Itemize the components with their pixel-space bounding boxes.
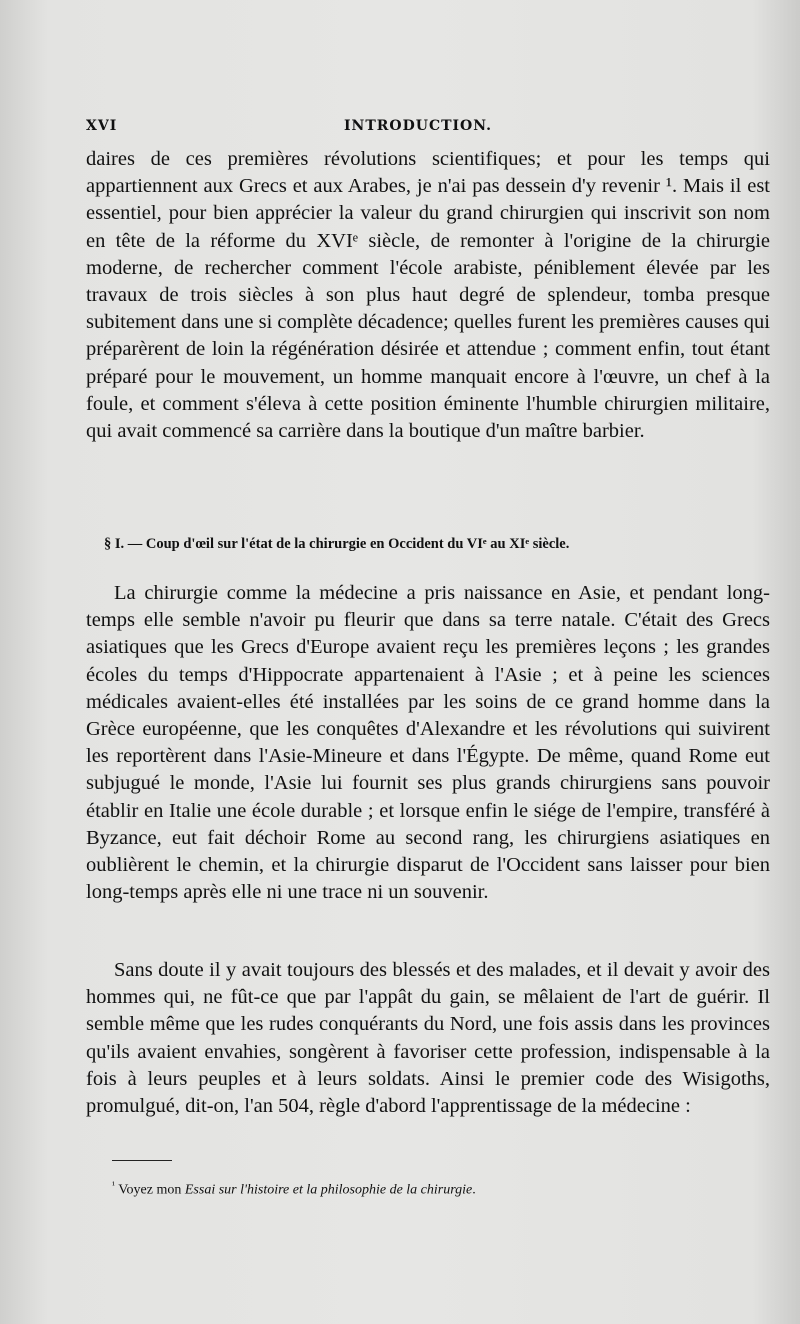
section-heading: § I. — Coup d'œil sur l'état de la chirurgie en Occident du VIᵉ au XIᵉ siècle. — [104, 536, 570, 552]
running-header — [86, 118, 766, 142]
page-number: XVI — [86, 118, 118, 134]
footnote-lead: Voyez mon — [118, 1182, 182, 1198]
running-title: INTRODUCTION. — [344, 118, 493, 134]
paragraph-wisigoths: Sans doute il y avait toujours des blessés et des malades, et il devait y avoir des hommes qui, ne fût-ce que par l'appât du gain, se mêlaient de l'art de guérir. Il semble même que les rudes conquérants du Nord, une fois assis dans les provinces qu'ils avaient envahies, songèrent à favoriser cette profession, indispensable à la fois à leurs peuples et à leurs soldats. Ainsi le premier code des Wisigoths, promulgué, dit-on, l'an 504, règle d'abord l'apprentissage de la médecine : — [86, 959, 770, 1118]
paragraph-intro: daires de ces premières révolutions scientifiques; et pour les temps qui appartiennent aux Grecs et aux Arabes, je n'ai pas dessein d'y revenir ¹. Mais il est essentiel, pour bien apprécier la valeur du grand chirurgien qui inscrivit son nom en tête de la réforme du XVIᵉ siècle, de remonter à l'origine de la chirurgie moderne, de rechercher comment l'école arabiste, péniblement élevée par les travaux de trois siècles à son plus haut degré de splendeur, tomba presque subitement dans une si complète décadence; quelles furent les premières causes qui préparèrent de loin la régénération désirée et attendue ; comment enfin, tout étant préparé pour le mouvement, un homme manquait encore à l'œuvre, un chef à la foule, et comment s'éleva à cette position éminente l'humble chirurgien militaire, qui avait commencé sa carrière dans la boutique d'un maître barbier. — [86, 148, 770, 443]
footnote — [112, 1180, 752, 1199]
footnote-title: Essai sur l'histoire et la philosophie de la chirurgie — [184, 1182, 473, 1198]
footnote-mark: ¹ — [112, 1180, 115, 1191]
paragraph-asia: La chirurgie comme la médecine a pris naissance en Asie, et pendant long-temps elle semble n'avoir pu fleurir que dans sa terre natale. C'était des Grecs asiatiques que les Grecs d'Europe avaient reçu les premières leçons ; les grandes écoles du temps d'Hippocrate appartenaient à l'Asie ; et à peine les sciences médicales avaient-elles été installées par les soins de ce grand homme dans la Grèce européenne, que les conquêtes d'Alexandre et les révolutions qui suivirent les reportèrent dans l'Asie-Mineure et dans l'Égypte. De même, quand Rome eut subjugué le monde, l'Asie lui fournit ses plus grands chirurgiens sans pouvoir établir en Italie une école durable ; et lorsque enfin le siége de l'empire, transféré à Byzance, eut fait déchoir Rome au second rang, les chirurgiens asiatiques en oublièrent le chemin, et la chirurgie disparut de l'Occident sans laisser pour bien long-temps après elle ni une trace ni un souvenir. — [86, 582, 770, 904]
footnote-end: . — [472, 1182, 476, 1198]
footnote-rule — [112, 1160, 172, 1161]
